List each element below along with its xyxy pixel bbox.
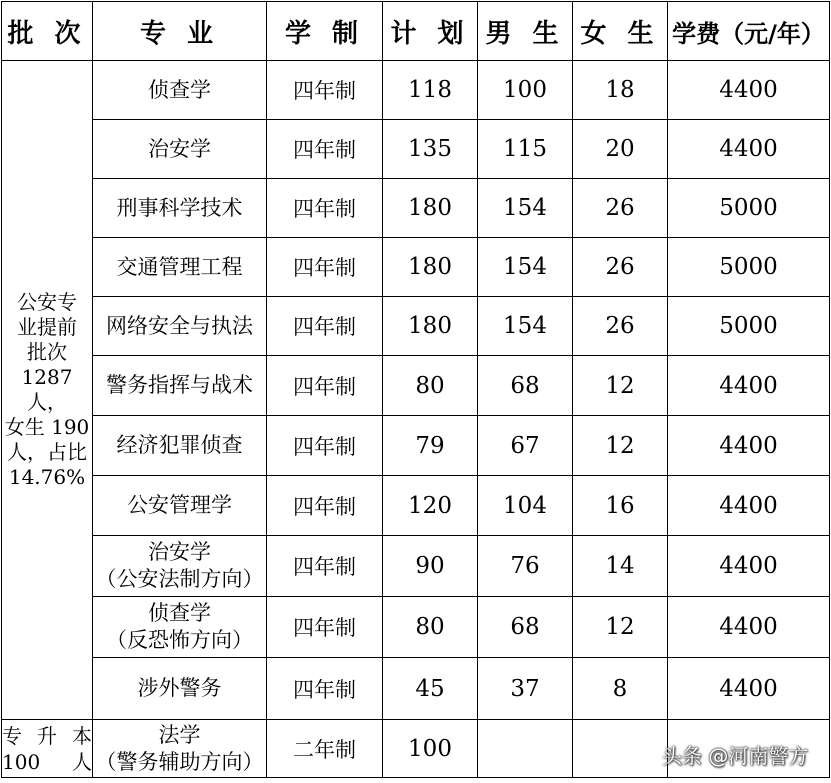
female-cell: 26 <box>573 179 668 238</box>
fee-cell: 5000 <box>668 179 830 238</box>
male-cell: 154 <box>478 238 573 297</box>
fee-cell: 4400 <box>668 416 830 476</box>
major-line: 涉外警务 <box>137 676 222 700</box>
header-system: 学 制 <box>267 2 383 61</box>
major-cell <box>93 536 267 597</box>
major-line: （反恐怖方向） <box>106 628 253 652</box>
header-plan: 计 划 <box>383 2 478 61</box>
table-row <box>2 297 830 356</box>
system-cell: 四年制 <box>267 658 383 720</box>
system-cell: 四年制 <box>267 238 383 297</box>
male-cell: 115 <box>478 120 573 179</box>
batch-line: 14.76% <box>8 465 86 489</box>
male-cell: 68 <box>478 356 573 416</box>
plan-cell: 45 <box>383 658 478 720</box>
major-cell <box>93 356 267 416</box>
fee-cell: 4400 <box>668 476 830 536</box>
male-cell: 100 <box>478 61 573 120</box>
plan-cell: 90 <box>383 536 478 597</box>
batch-line: 女生 190 <box>4 415 90 439</box>
female-cell: 20 <box>573 120 668 179</box>
system-cell: 四年制 <box>267 120 383 179</box>
plan-cell: 79 <box>383 416 478 476</box>
fee-cell: 4400 <box>668 536 830 597</box>
fee-cell: 4400 <box>668 120 830 179</box>
major-cell <box>93 179 267 238</box>
major-cell <box>93 120 267 179</box>
table-body <box>2 61 830 778</box>
major-line: 法学 <box>158 722 201 747</box>
header-batch: 批 次 <box>2 2 93 61</box>
plan-cell: 180 <box>383 179 478 238</box>
male-cell: 76 <box>478 536 573 597</box>
batch-cell-upgrade <box>2 720 93 778</box>
batch-line: 100 人 <box>2 749 92 774</box>
major-line: 公安管理学 <box>127 493 232 517</box>
male-cell: 104 <box>478 476 573 536</box>
female-cell: 12 <box>573 356 668 416</box>
plan-cell: 120 <box>383 476 478 536</box>
system-cell: 四年制 <box>267 476 383 536</box>
plan-cell: 180 <box>383 238 478 297</box>
fee-cell: 4400 <box>668 61 830 120</box>
header-major: 专 业 <box>93 2 267 61</box>
major-cell <box>93 61 267 120</box>
batch-line: 1287 人， <box>21 365 73 414</box>
plan-cell: 100 <box>383 720 478 778</box>
batch-line: 公安专 <box>17 290 77 314</box>
female-cell <box>573 720 668 778</box>
plan-cell: 180 <box>383 297 478 356</box>
batch-line: 批次 <box>27 340 67 364</box>
watermark: 头条 @河南警方 <box>662 744 809 768</box>
major-line: （公安法制方向） <box>95 567 264 591</box>
male-cell <box>478 720 573 778</box>
major-line: 侦查学 <box>148 601 211 625</box>
header-row <box>2 2 830 61</box>
table-row <box>2 238 830 297</box>
fee-cell: 4400 <box>668 597 830 658</box>
major-line: 交通管理工程 <box>116 254 243 279</box>
major-line: 治安学 <box>148 136 211 161</box>
table-row <box>2 356 830 416</box>
header-fee: 学费（元/年） <box>668 2 830 61</box>
admission-plan-table <box>1 1 830 778</box>
fee-cell: 4400 <box>668 658 830 720</box>
system-cell: 二年制 <box>267 720 383 778</box>
female-cell: 26 <box>573 297 668 356</box>
female-cell: 12 <box>573 597 668 658</box>
system-cell: 四年制 <box>267 416 383 476</box>
major-line: 刑事科学技术 <box>116 195 243 220</box>
table-row <box>2 476 830 536</box>
female-cell: 26 <box>573 238 668 297</box>
major-cell <box>93 238 267 297</box>
fee-cell: 4400 <box>668 356 830 416</box>
major-cell <box>93 658 267 720</box>
batch-line: 业提前 <box>17 315 77 339</box>
batch-line: 专 升 本 <box>2 723 92 748</box>
female-cell: 16 <box>573 476 668 536</box>
system-cell: 四年制 <box>267 536 383 597</box>
male-cell: 67 <box>478 416 573 476</box>
male-cell: 154 <box>478 297 573 356</box>
system-cell: 四年制 <box>267 179 383 238</box>
major-cell <box>93 297 267 356</box>
major-line: 经济犯罪侦查 <box>116 433 243 457</box>
system-cell: 四年制 <box>267 356 383 416</box>
fee-cell: 5000 <box>668 238 830 297</box>
major-line: 网络安全与执法 <box>106 313 253 338</box>
header-male: 男 生 <box>478 2 573 61</box>
major-line: 警务指挥与战术 <box>106 373 253 397</box>
major-line: （警务辅助方向） <box>95 749 264 774</box>
system-cell: 四年制 <box>267 297 383 356</box>
major-line: 治安学 <box>148 540 211 564</box>
major-cell <box>93 597 267 658</box>
major-cell <box>93 476 267 536</box>
system-cell: 四年制 <box>267 597 383 658</box>
table-row <box>2 61 830 120</box>
table-row <box>2 179 830 238</box>
plan-cell: 118 <box>383 61 478 120</box>
fee-cell: 5000 <box>668 297 830 356</box>
table-row <box>2 658 830 720</box>
plan-cell: 80 <box>383 356 478 416</box>
major-cell <box>93 720 267 778</box>
batch-line: 人，占比 <box>7 440 87 464</box>
table-row <box>2 536 830 597</box>
plan-cell: 135 <box>383 120 478 179</box>
plan-cell: 80 <box>383 597 478 658</box>
male-cell: 37 <box>478 658 573 720</box>
batch-cell-police <box>2 61 93 720</box>
table-row <box>2 416 830 476</box>
female-cell: 14 <box>573 536 668 597</box>
female-cell: 18 <box>573 61 668 120</box>
female-cell: 8 <box>573 658 668 720</box>
header-female: 女 生 <box>573 2 668 61</box>
table-row <box>2 597 830 658</box>
female-cell: 12 <box>573 416 668 476</box>
male-cell: 154 <box>478 179 573 238</box>
major-cell <box>93 416 267 476</box>
major-line: 侦查学 <box>148 77 211 102</box>
table-row <box>2 120 830 179</box>
male-cell: 68 <box>478 597 573 658</box>
system-cell: 四年制 <box>267 61 383 120</box>
